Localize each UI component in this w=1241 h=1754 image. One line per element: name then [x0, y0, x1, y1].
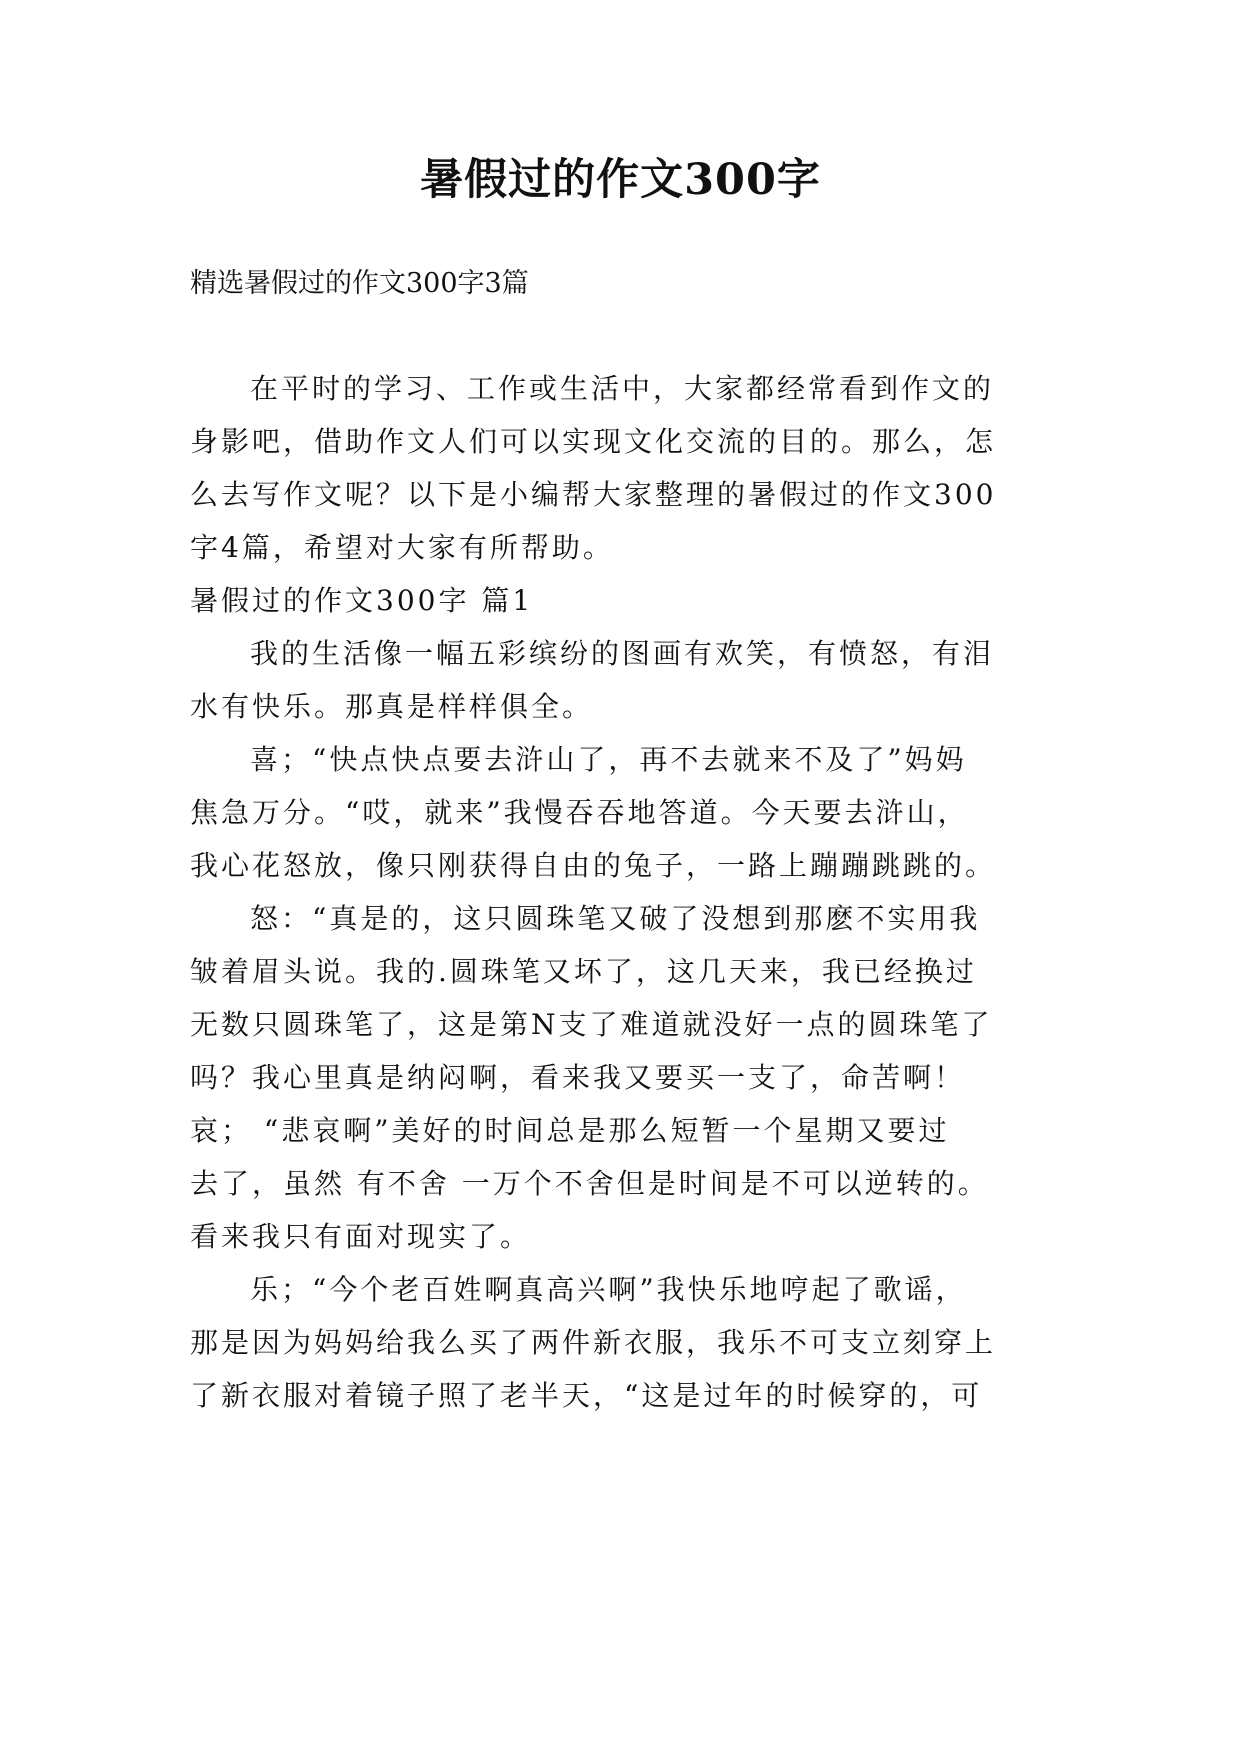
paragraph-line: 身影吧，借助作文人们可以实现文化交流的目的。那么，怎	[190, 425, 997, 458]
paragraph-line: 我的生活像一幅五彩缤纷的图画有欢笑，有愤怒，有泪	[250, 637, 995, 670]
section-heading: 暑假过的作文300字 篇1	[190, 584, 534, 617]
paragraph-line: 字4篇，希望对大家有所帮助。	[190, 531, 614, 564]
paragraph-line: 在平时的学习、工作或生活中，大家都经常看到作文的	[250, 372, 995, 405]
paragraph-line: 看来我只有面对现实了。	[190, 1220, 532, 1253]
paragraph-line: 喜；“快点快点要去浒山了，再不去就来不及了”妈妈	[250, 743, 967, 776]
paragraph-line: 乐；“今个老百姓啊真高兴啊”我快乐地哼起了歌谣，	[250, 1273, 967, 1306]
paragraph-line: 去了，虽然 有不舍 一万个不舍但是时间是不可以逆转的。	[190, 1167, 989, 1200]
paragraph-line: 么去写作文呢？以下是小编帮大家整理的暑假过的作文300	[190, 478, 997, 511]
paragraph-line: 焦急万分。“哎，就来”我慢吞吞地答道。今天要去浒山，	[190, 796, 969, 829]
paragraph-line: 水有快乐。那真是样样俱全。	[190, 690, 594, 723]
paragraph-line: 哀； “悲哀啊”美好的时间总是那么短暂一个星期又要过	[190, 1114, 950, 1147]
paragraph-line: 吗？我心里真是纳闷啊，看来我又要买一支了，命苦啊！	[190, 1061, 966, 1094]
paragraph-line: 我心花怒放，像只刚获得自由的兔子，一路上蹦蹦跳跳的。	[190, 849, 997, 882]
paragraph-line: 那是因为妈妈给我么买了两件新衣服，我乐不可支立刻穿上	[190, 1326, 997, 1359]
page-title: 暑假过的作文300字	[420, 155, 821, 205]
paragraph-line: 无数只圆珠笔了，这是第N支了难道就没好一点的圆珠笔了	[190, 1008, 993, 1041]
document-subtitle: 精选暑假过的作文300字3篇	[190, 268, 529, 299]
paragraph-line: 了新衣服对着镜子照了老半天，“这是过年的时候穿的，可	[190, 1379, 983, 1412]
paragraph-line: 皱着眉头说。我的.圆珠笔又坏了，这几天来，我已经换过	[190, 955, 977, 988]
paragraph-line: 怒：“真是的，这只圆珠笔又破了没想到那麽不实用我	[250, 902, 981, 935]
